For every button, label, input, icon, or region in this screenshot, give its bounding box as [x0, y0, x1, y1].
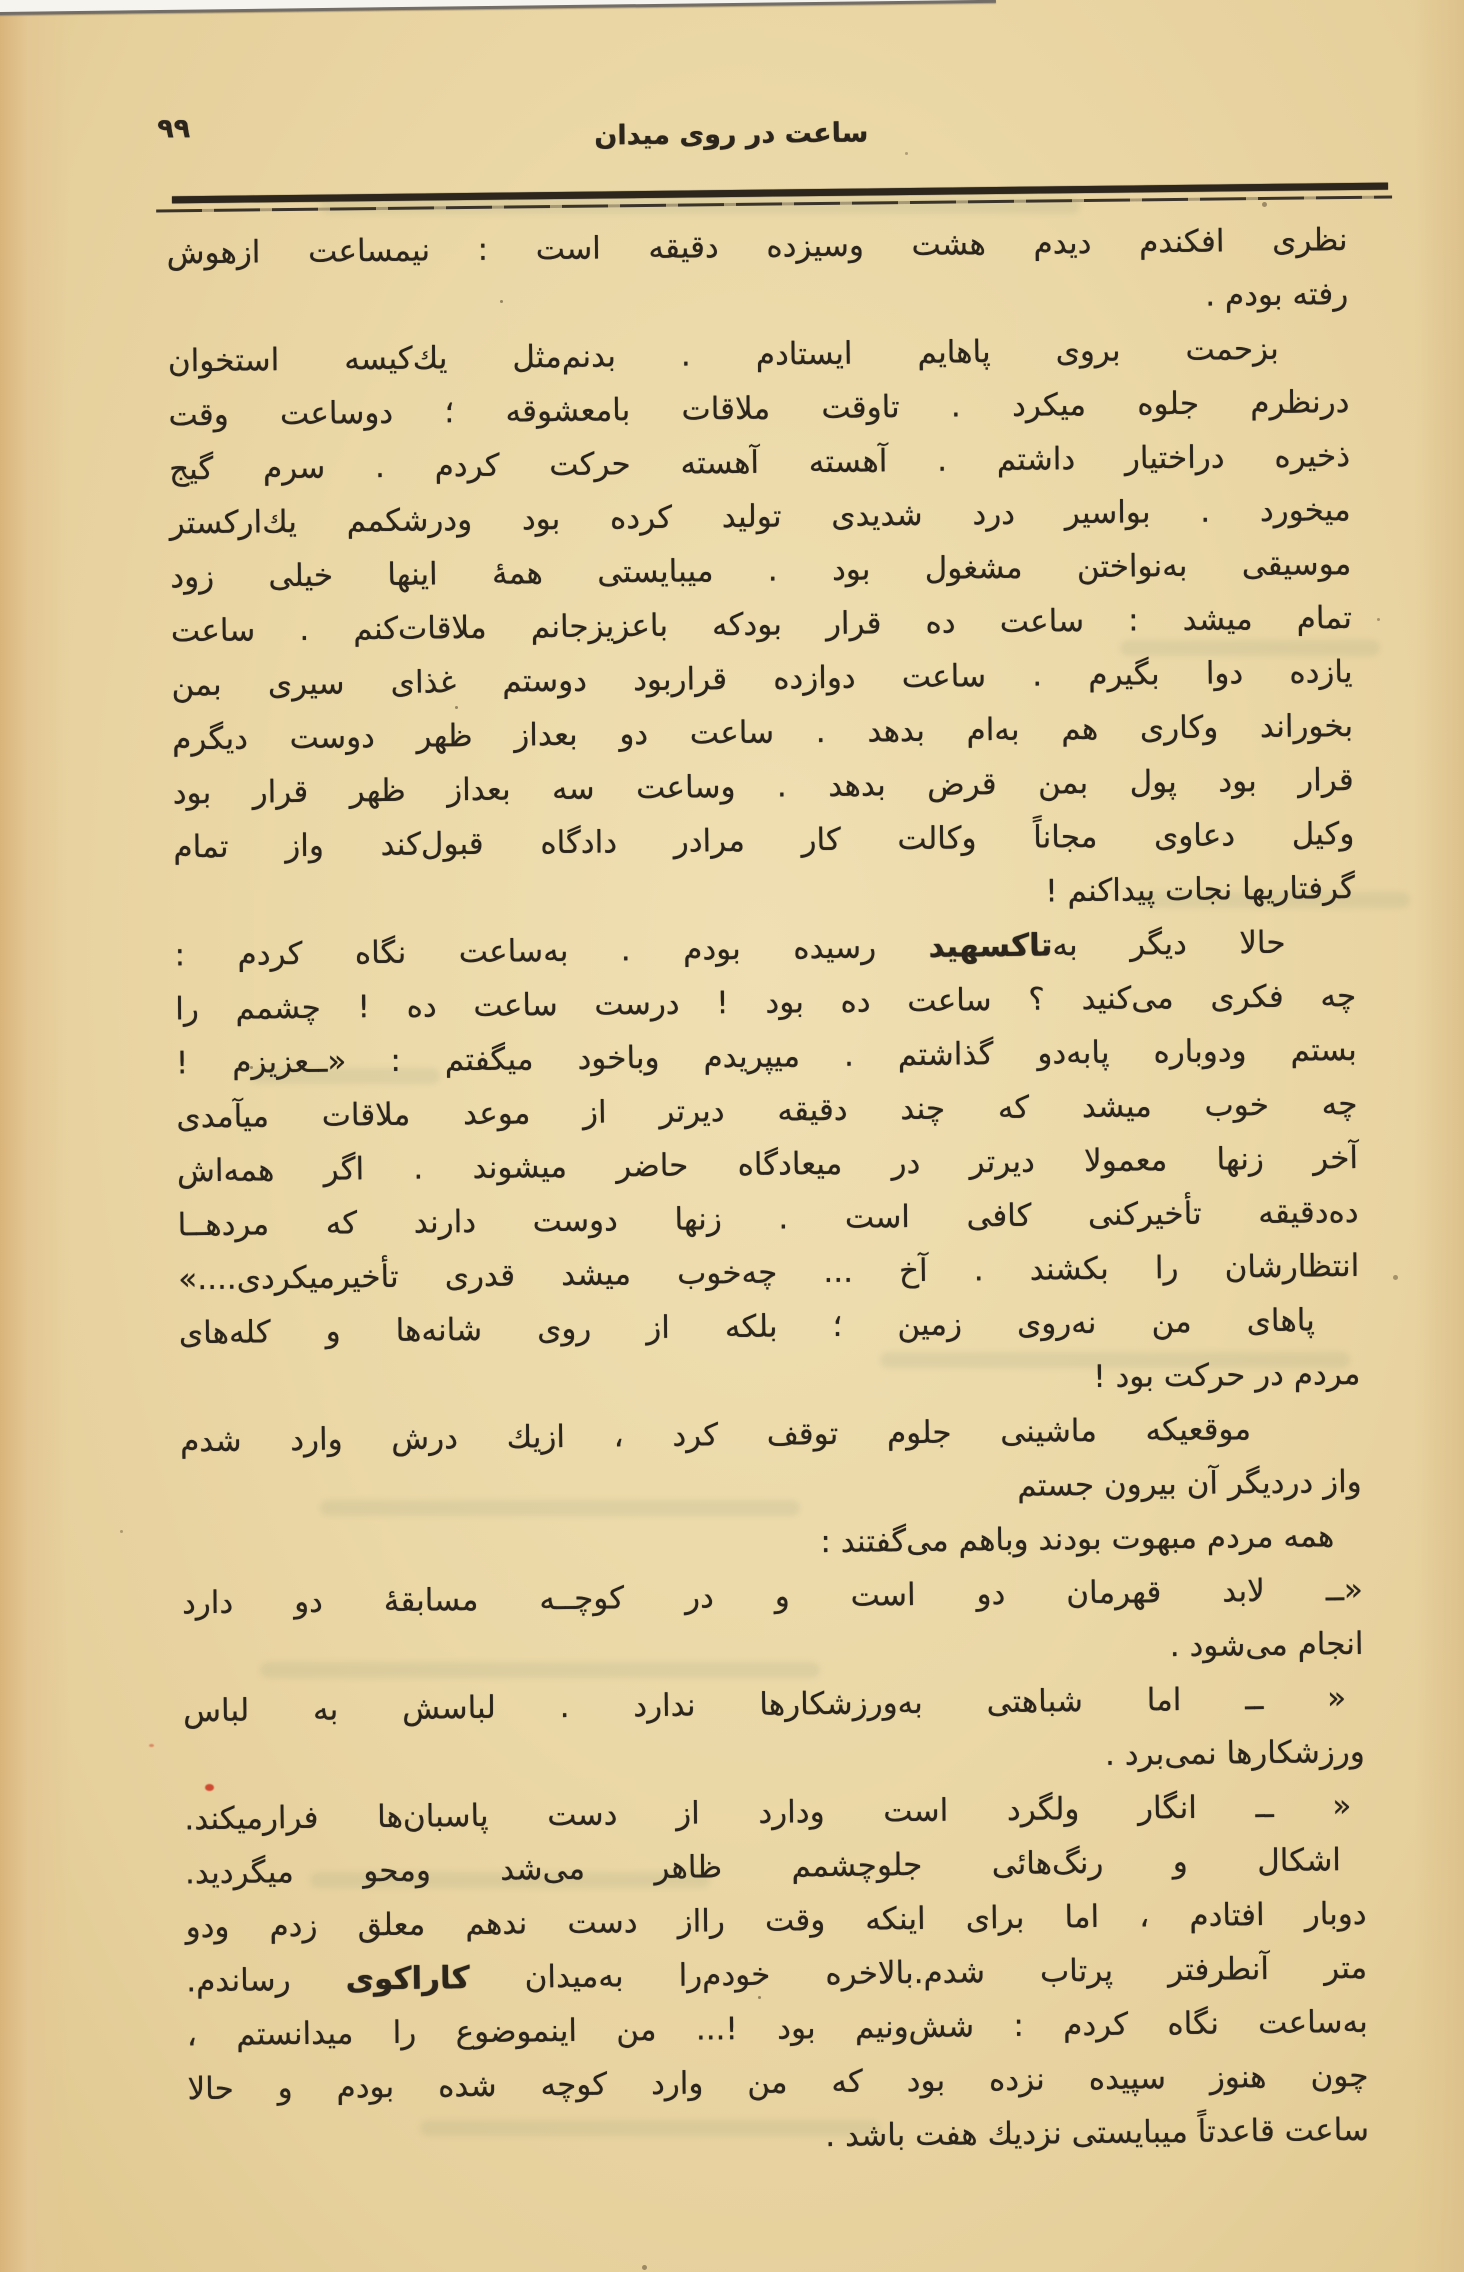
- line-text: « ــ اما شباهتی به‌ورزشکارها ندارد . لباسش به لباس: [182, 1680, 1347, 1730]
- line-text: موقعیکه ماشینی جلوم توقف کرد ، ازیك درش وارد شدم: [179, 1411, 1252, 1460]
- line-text: «ــ لابد قهرمان دو است و در کوچــه مسابقهٔ دو دارد: [181, 1571, 1364, 1622]
- line-text: متر آنطرفتر پرتاب شدم.بالاخره خودم‌را به‌میدان: [469, 1949, 1368, 1997]
- line-text: گرفتاریها نجات پیداکنم !: [1045, 869, 1356, 910]
- line-text: پاهای من نه‌روی زمین ؛ بلکه از روی شانه‌ها و کله‌های: [178, 1302, 1316, 1352]
- line-text: انجام می‌شود .: [1169, 1625, 1364, 1665]
- line-text: ورزشکارها نمی‌برد .: [1104, 1733, 1365, 1773]
- line-text: ذخیره دراختیار داشتم . آهسته آهسته حرکت کردم . سرم گیج: [168, 438, 1351, 488]
- bold-place-name: کاراکوی: [345, 1960, 470, 1998]
- line-text: ساعت قاعدتاً میبایستی نزدیك هفت باشد .: [825, 2111, 1370, 2155]
- line-text: رساندم.: [186, 1961, 346, 2000]
- line-text: مردم در حرکت بود !: [1092, 1355, 1361, 1395]
- line-text: رفته بودم .: [1205, 276, 1349, 314]
- line-text: تمام میشد : ساعت ده قرار بودکه باعزیزجانم ملاقات‌کنم . ساعت: [170, 600, 1353, 650]
- line-text: رسیده بودم . به‌ساعت نگاه کردم :: [174, 928, 929, 974]
- page-number: ٩٩: [157, 113, 191, 145]
- line-text: چه خوب میشد که چند دقیقه دیرتر از موعد ملاقات میآمدی: [176, 1085, 1358, 1136]
- line-text: آخر زنها معمولا دیرتر در میعادگاه حاضر میشوند . اگر همه‌اش: [176, 1139, 1359, 1190]
- body-text: [166, 213, 1369, 2170]
- line-text: یازده دوا بگیرم . ساعت دوازده قراربود دوستم غذای سیری بمن: [171, 654, 1353, 704]
- line-text: ده‌دقیقه تأخیرکنی کافی است . زنها دوست دارند که مردهــا: [177, 1193, 1359, 1244]
- line-text: همه مردم مبهوت بودند وباهم می‌گفتند :: [820, 1518, 1335, 1561]
- line-text: چون هنوز سپیده نزده بود که من وارد کوچه شده بودم و حالا: [187, 2057, 1369, 2108]
- bold-place-name: تاکسهید: [928, 927, 1053, 965]
- line-text: بستم ودوباره پابه‌دو گذاشتم . میپریدم وباخود میگفتم : «ــعزیزم !: [175, 1031, 1357, 1082]
- line-text: واز دردیگر آن بیرون جستم: [1017, 1463, 1362, 1504]
- line-text: « ــ انگار ولگرد است ودارد از دست پاسبان‌ها فرارمیکند.: [184, 1788, 1352, 1838]
- line-text: دوبار افتادم ، اما برای اینکه وقت رااز دست ندهم معلق زدم ودو: [185, 1895, 1367, 1946]
- line-text: وکیل دعاوی مجاناً وکالت کار مرادر دادگاه قبول‌کند واز تمام: [173, 815, 1355, 866]
- page-title: ساعت در روی میدان: [594, 117, 869, 152]
- line-text: بخوراند وکاری هم به‌ام بدهد . ساعت دو بعداز ظهر دوست دیگرم: [171, 708, 1354, 758]
- line-text: میخورد . بواسیر درد شدیدی تولید کرده بود ودرشکمم یك‌ارکستر: [169, 492, 1351, 542]
- line-text: به‌ساعت نگاه کردم : شش‌ونیم بود !... من اینموضوع را میدانستم ،: [186, 2003, 1368, 2054]
- line-text: نظری افکندم دیدم هشت وسیزده دقیقه است : نیمساعت ازهوش: [166, 222, 1348, 272]
- line-text: بزحمت بروی پاهایم ایستادم . بدنم‌مثل یك‌کیسه استخوان: [167, 330, 1280, 380]
- line-text: درنظرم جلوه میکرد . تاوقت ملاقات بامعشوقه ؛ دوساعت وقت: [168, 384, 1350, 434]
- line-text: قرار بود پول بمن قرض بدهد . وساعت سه بعداز ظهر قرار بود: [172, 761, 1354, 812]
- line-text: چه فکری می‌کنید ؟ ساعت ده بود ! درست ساعت ده ! چشمم را: [175, 977, 1357, 1028]
- line-text: اشکال و رنگ‌هائی جلوچشمم ظاهر می‌شد ومحو میگردید.: [184, 1842, 1342, 1892]
- line-text: انتظارشان را بکشند . آخ ... چه‌خوب میشد قدری تأخیرمیکردی....»: [178, 1247, 1360, 1298]
- line-text: موسیقی به‌نواختن مشغول بود . میبایستی همهٔ اینها خیلی زود: [170, 546, 1352, 596]
- line-text: حالا دیگر به‌: [1052, 924, 1286, 964]
